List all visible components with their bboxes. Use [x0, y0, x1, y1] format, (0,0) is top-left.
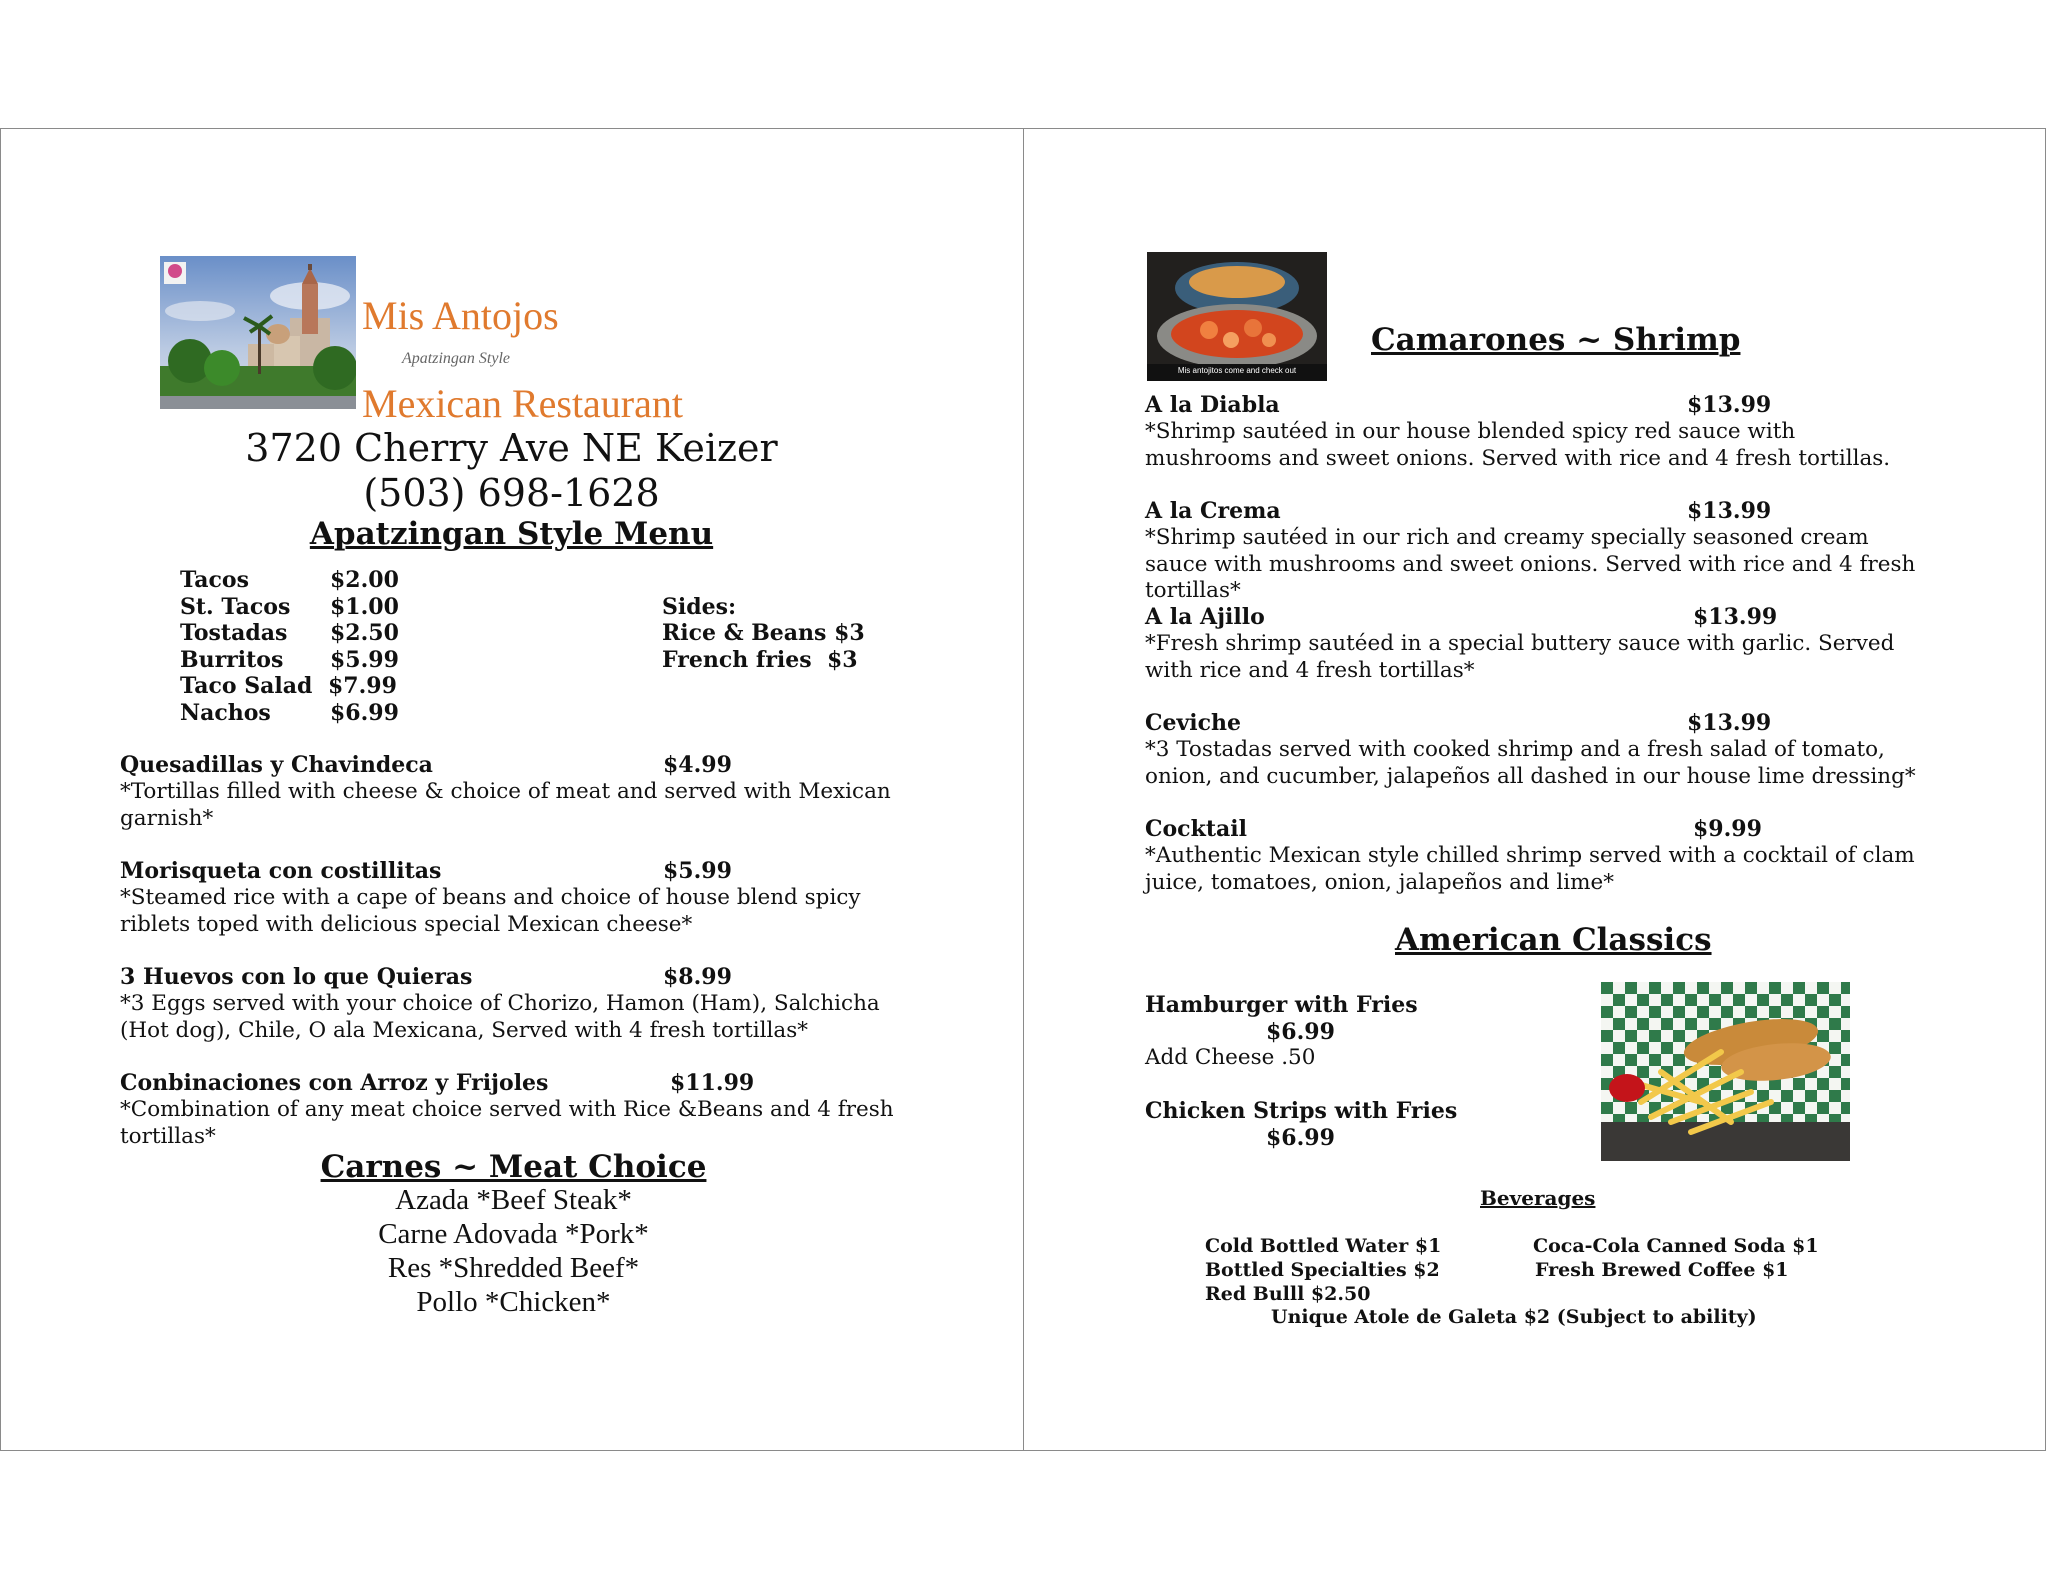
item-description: *Tortillas filled with cheese & choice of meat and served with Mexican garnish* — [120, 779, 891, 831]
restaurant-logo-photo — [160, 256, 356, 409]
meat-option: Pollo *Chicken* — [416, 1286, 611, 1318]
hamburger-price: $6.99 — [1266, 1019, 1335, 1045]
item-price: $9.99 — [1693, 816, 1762, 842]
sides-title: Sides: — [662, 593, 737, 620]
item-price: $6.99 — [330, 699, 399, 726]
address: 3720 Cherry Ave NE Keizer — [245, 426, 778, 470]
item-description: *Fresh shrimp sautéed in a special buttery sauce with garlic. Served with rice and 4 fresh tortillas* — [1145, 631, 1895, 683]
meat-choice-title: Carnes ~ Meat Choice — [320, 1149, 707, 1185]
chicken-strips-name: Chicken Strips with Fries — [1145, 1098, 1458, 1124]
menu-title: Apatzingan Style Menu — [309, 516, 714, 552]
add-cheese-note: Add Cheese .50 — [1145, 1045, 1316, 1070]
item-price: $13.99 — [1687, 498, 1772, 524]
meat-option: Azada *Beef Steak* — [395, 1184, 632, 1216]
meat-option: Res *Shredded Beef* — [387, 1252, 640, 1284]
item-name: Morisqueta con costillitas — [120, 858, 442, 884]
item-price: $2.50 — [330, 620, 399, 646]
item-price: $5.99 — [663, 858, 732, 884]
item-name: Tostadas — [180, 620, 288, 646]
item-description: *3 Eggs served with your choice of Chorizo, Hamon (Ham), Salchicha (Hot dog), Chile, O ala Mexicana, Served with 4 fresh tortillas* — [120, 991, 880, 1043]
side-item: French fries $3 — [662, 646, 858, 673]
item-description: *Combination of any meat choice served with Rice &Beans and 4 fresh tortillas* — [120, 1097, 894, 1149]
item-price: $13.99 — [1687, 392, 1772, 418]
fries-photo — [1601, 982, 1850, 1161]
item-name: Taco Salad — [180, 673, 313, 699]
item-name: Quesadillas y Chavindeca — [120, 752, 433, 778]
item-name: Ceviche — [1145, 710, 1242, 736]
item-name: Nachos — [180, 699, 271, 726]
item-description: *Authentic Mexican style chilled shrimp served with a cocktail of clam juice, tomatoes, onion, jalapeños and lime* — [1145, 843, 1915, 895]
item-name: 3 Huevos con lo que Quieras — [120, 964, 473, 990]
brand-name: Mis Antojos — [362, 293, 559, 338]
item-name: A la Crema — [1145, 498, 1281, 524]
beverages-title: Beverages — [1480, 1186, 1596, 1210]
item-name: St. Tacos — [180, 593, 291, 620]
item-price: $11.99 — [670, 1070, 755, 1096]
beverage-item: Unique Atole de Galeta $2 (Subject to ability) — [1271, 1306, 1757, 1328]
item-name: A la Diabla — [1145, 392, 1280, 418]
beverage-item: Fresh Brewed Coffee $1 — [1535, 1259, 1789, 1281]
item-price: $13.99 — [1687, 710, 1772, 736]
side-item: Rice & Beans $3 — [662, 620, 865, 646]
item-price: $4.99 — [663, 752, 732, 778]
shrimp-photo-caption: Mis antojitos come and check out — [1177, 366, 1297, 375]
item-name: Tacos — [180, 567, 249, 593]
brand-subtitle: Mexican Restaurant — [362, 381, 683, 426]
item-price: $1.00 — [330, 593, 399, 620]
beverage-item: Bottled Specialties $2 — [1205, 1259, 1440, 1281]
item-description: *3 Tostadas served with cooked shrimp and a fresh salad of tomato, onion, and cucumber, jalapeños all dashed in our house lime dressing* — [1145, 737, 1916, 789]
chicken-strips-price: $6.99 — [1266, 1125, 1335, 1151]
item-description: *Shrimp sautéed in our rich and creamy specially seasoned cream sauce with mushrooms and sweet onions. Served with rice and 4 fresh tortillas* — [1145, 525, 1916, 603]
item-name: A la Ajillo — [1145, 604, 1265, 630]
item-price: $8.99 — [663, 964, 732, 990]
item-price: $2.00 — [330, 567, 399, 593]
brand-tagline: Apatzingan Style — [402, 350, 510, 367]
shrimp-photo — [1147, 252, 1327, 381]
meat-option: Carne Adovada *Pork* — [378, 1218, 649, 1250]
item-name: Burritos — [180, 646, 284, 673]
hamburger-name: Hamburger with Fries — [1145, 992, 1418, 1018]
item-price: $13.99 — [1693, 604, 1778, 630]
beverage-item: Coca-Cola Canned Soda $1 — [1533, 1235, 1819, 1257]
item-price: $5.99 — [330, 646, 399, 673]
item-description: *Steamed rice with a cape of beans and choice of house blend spicy riblets toped with delicious special Mexican cheese* — [120, 885, 861, 937]
american-classics-title: American Classics — [1395, 922, 1712, 958]
item-name: Conbinaciones con Arroz y Frijoles — [120, 1070, 549, 1096]
item-name: Cocktail — [1145, 816, 1247, 842]
shrimp-section-title: Camarones ~ Shrimp — [1371, 322, 1741, 358]
item-description: *Shrimp sautéed in our house blended spicy red sauce with mushrooms and sweet onions. Served with rice and 4 fresh tortillas. — [1145, 419, 1891, 471]
item-price: $7.99 — [328, 673, 397, 699]
phone: (503) 698-1628 — [363, 471, 660, 515]
beverage-item: Red Bulll $2.50 — [1205, 1283, 1371, 1305]
beverage-item: Cold Bottled Water $1 — [1205, 1235, 1442, 1257]
